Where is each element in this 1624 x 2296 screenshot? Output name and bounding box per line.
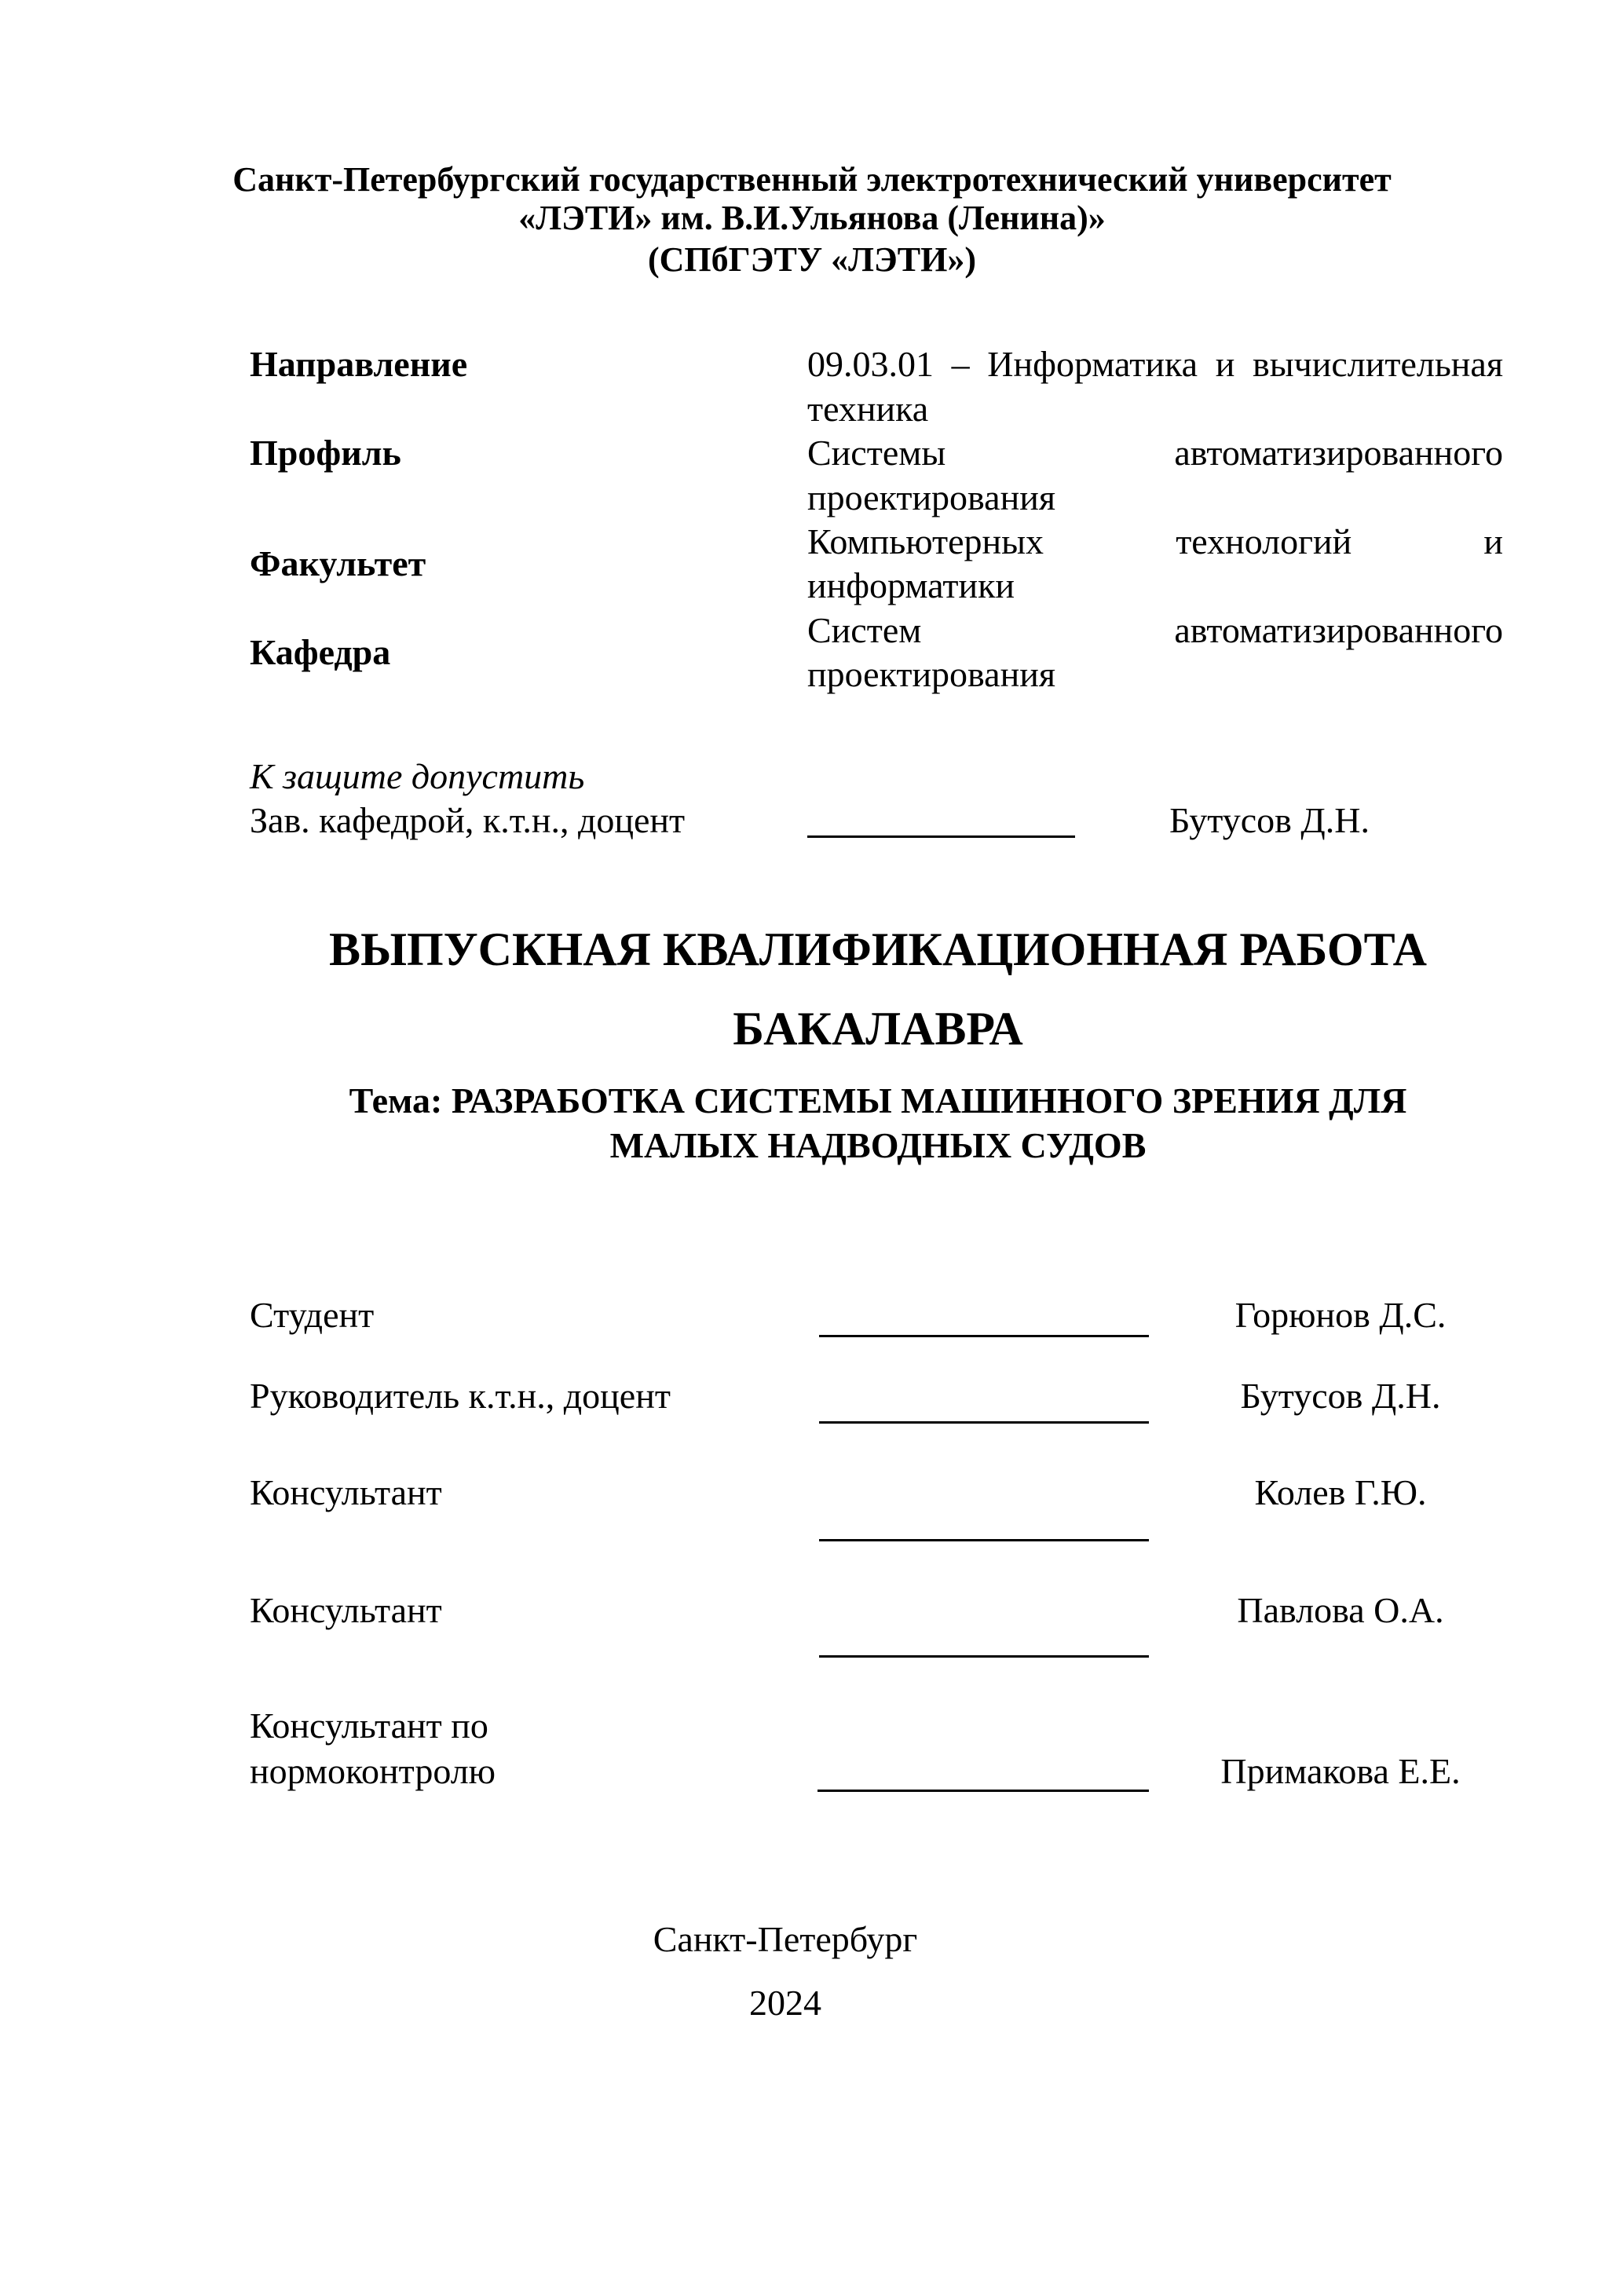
signature-line-consultant-2 [819, 1655, 1149, 1658]
signature-role-consultant-2: Консультант [250, 1590, 442, 1630]
city: Санкт-Петербург [653, 1919, 918, 1959]
approval-role: Зав. кафедрой, к.т.н., доцент [250, 800, 686, 840]
document-title-line2: БАКАЛАВРА [733, 1003, 1023, 1055]
profile-value-line1: Системы автоматизированного [807, 433, 1503, 473]
signature-name-student: Горюнов Д.С. [1234, 1295, 1447, 1335]
approval-signature-line [807, 835, 1075, 838]
faculty-value-line1: Компьютерных технологий и [807, 521, 1503, 561]
direction-value-line1: 09.03.01 – Информатика и вычислительная [807, 344, 1503, 384]
document-title: ВЫПУСКНАЯ КВАЛИФИКАЦИОННАЯ РАБОТА [329, 923, 1427, 975]
signature-name-consultant-2: Павлова О.А. [1237, 1590, 1444, 1630]
signature-name-normcontrol: Примакова Е.Е. [1220, 1751, 1461, 1791]
year: 2024 [749, 1983, 821, 2023]
signature-line-consultant-1 [819, 1539, 1149, 1541]
signature-name-supervisor: Бутусов Д.Н. [1240, 1376, 1441, 1416]
signature-line-student [819, 1335, 1149, 1337]
university-abbreviation: (СПбГЭТУ «ЛЭТИ») [648, 240, 976, 279]
topic-line2: МАЛЫХ НАДВОДНЫХ СУДОВ [609, 1125, 1147, 1165]
profile-value-line2: проектирования [807, 477, 1055, 517]
department-value-line2: проектирования [807, 654, 1055, 694]
faculty-value-line2: информатики [807, 565, 1015, 605]
department-value-line1: Систем автоматизированного [807, 610, 1503, 650]
direction-value-line2: техника [807, 389, 929, 429]
department-label: Кафедра [250, 632, 391, 672]
signature-role-consultant-1: Консультант [250, 1472, 442, 1512]
approval-name: Бутусов Д.Н. [1169, 800, 1370, 840]
university-name-line2: «ЛЭТИ» им. В.И.Ульянова (Ленина)» [518, 199, 1106, 237]
signature-role-student: Студент [250, 1295, 375, 1335]
signature-role-supervisor: Руководитель к.т.н., доцент [250, 1376, 671, 1416]
profile-label: Профиль [250, 433, 401, 473]
direction-label: Направление [250, 344, 468, 384]
approval-caption: К защите допустить [250, 756, 585, 796]
signature-line-supervisor [819, 1421, 1149, 1424]
university-name: Санкт-Петербургский государственный электротехнический университет [232, 160, 1392, 199]
signature-line-normcontrol [817, 1790, 1149, 1792]
signature-role-normcontrol-line1: Консультант по [250, 1706, 488, 1746]
topic-line1: Тема: РАЗРАБОТКА СИСТЕМЫ МАШИННОГО ЗРЕНИЯ ДЛЯ [349, 1080, 1407, 1121]
signature-role-normcontrol-line2: нормоконтролю [250, 1751, 496, 1791]
faculty-label: Факультет [250, 543, 426, 583]
signature-name-consultant-1: Колев Г.Ю. [1254, 1472, 1427, 1512]
